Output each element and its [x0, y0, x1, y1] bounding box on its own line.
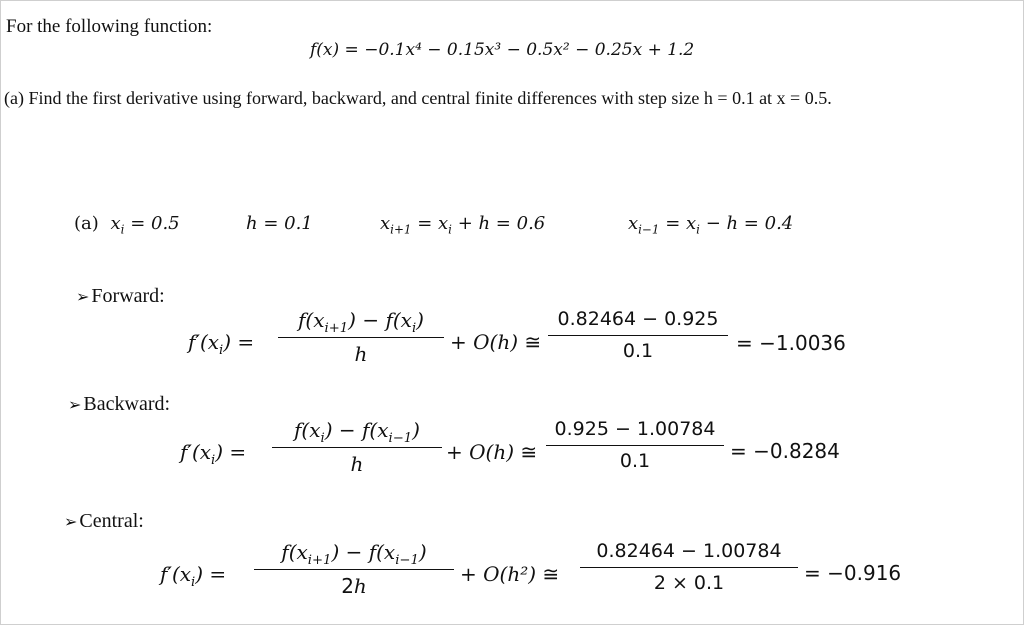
- central-heading: Central:: [79, 510, 144, 532]
- central-error: O(h²): [483, 562, 537, 586]
- central-heading-row: [64, 510, 144, 533]
- forward-lhs: $f'(x_i)$ =: [188, 330, 255, 358]
- part-a-prompt: (a) Find the first derivative using forward, backward, and central finite differences with step size h = 0.1 at x = 0.5.: [4, 88, 832, 108]
- backward-values-denominator: 0.1: [619, 450, 651, 472]
- backward-result: −0.8284: [753, 439, 840, 463]
- backward-formula-numerator: $f(x_i) - f(x_{i-1})$: [294, 418, 420, 446]
- forward-result-row: = −1.0036: [736, 331, 846, 355]
- given-xi-minus: $x_{i-1} = x_i - h = 0.4$: [628, 213, 794, 237]
- central-result-row: = −0.916: [804, 561, 902, 585]
- central-formula-numerator: $f(x_{i+1}) - f(x_{i-1})$: [281, 540, 427, 568]
- forward-heading: Forward:: [91, 285, 165, 307]
- backward-error: O(h): [469, 440, 515, 464]
- central-values-denominator: 2 × 0.1: [653, 572, 725, 594]
- arrow-bullet-icon: ➢: [76, 287, 90, 306]
- forward-values-numerator: 0.82464 − 0.925: [557, 308, 719, 330]
- given-h: h = 0.1: [246, 213, 313, 234]
- forward-formula-denominator: h: [354, 342, 368, 366]
- forward-error-row: + O(h) ≅: [450, 330, 542, 354]
- central-formula-fraction: [254, 540, 454, 598]
- function-definition: f(x) = −0.1x⁴ − 0.15x³ − 0.5x² − 0.25x + 1.2: [310, 40, 695, 60]
- forward-formula-fraction: [278, 308, 444, 366]
- central-lhs: $f'(x_i)$ =: [160, 562, 227, 590]
- forward-values-fraction: [548, 308, 728, 362]
- forward-result: −1.0036: [759, 331, 846, 355]
- central-formula-denominator: 2h: [341, 574, 367, 598]
- arrow-bullet-icon: ➢: [68, 395, 82, 414]
- backward-heading: Backward:: [83, 393, 171, 415]
- forward-formula-numerator: $f(x_{i+1}) - f(x_i)$: [298, 308, 424, 336]
- backward-error-row: + O(h) ≅: [446, 440, 538, 464]
- central-error-row: + O(h²) ≅: [460, 562, 560, 586]
- backward-formula-fraction: [272, 418, 442, 476]
- arrow-bullet-icon: ➢: [64, 512, 78, 531]
- given-xi: $x_i = 0.5$: [110, 213, 180, 237]
- backward-values-numerator: 0.925 − 1.00784: [554, 418, 716, 440]
- forward-heading-row: [76, 285, 165, 308]
- central-result: −0.916: [827, 561, 902, 585]
- forward-values-denominator: 0.1: [622, 340, 654, 362]
- backward-result-row: = −0.8284: [730, 439, 840, 463]
- forward-error: O(h): [473, 330, 519, 354]
- backward-lhs: $f'(x_i)$ =: [180, 440, 247, 468]
- given-xi-plus: $x_{i+1} = x_i + h = 0.6$: [380, 213, 546, 237]
- backward-heading-row: [68, 393, 170, 416]
- backward-values-fraction: [546, 418, 724, 472]
- central-values-fraction: [580, 540, 798, 594]
- backward-formula-denominator: h: [350, 452, 364, 476]
- given-label: (a): [74, 213, 99, 234]
- intro-text: For the following function:: [6, 16, 213, 37]
- central-values-numerator: 0.82464 − 1.00784: [596, 540, 782, 562]
